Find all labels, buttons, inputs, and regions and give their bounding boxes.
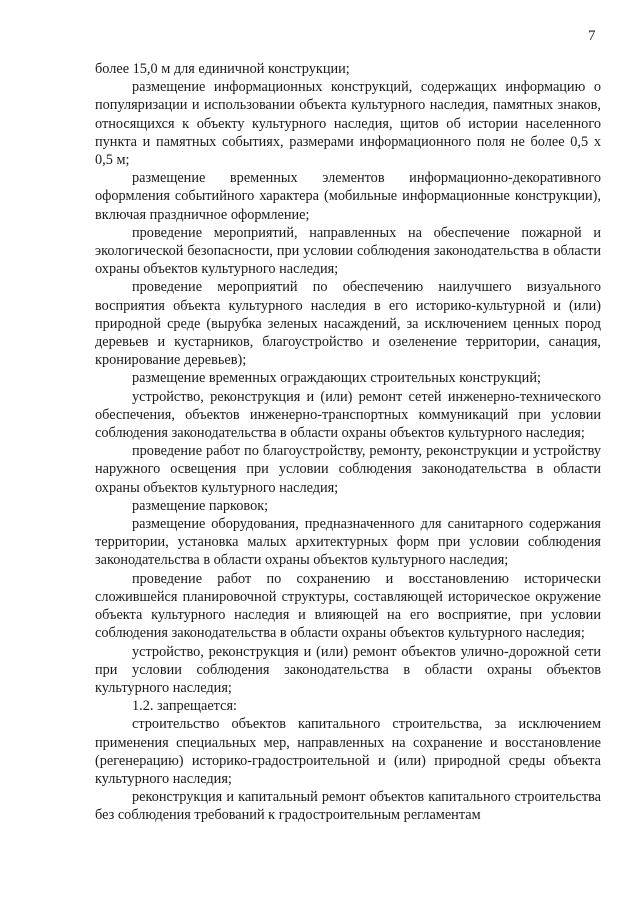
paragraph: реконструкция и капитальный ремонт объектов капитального строительства без соблюдения требований к градостроительным регламентам bbox=[95, 789, 601, 824]
paragraph: размещение временных ограждающих строительных конструкций; bbox=[132, 370, 541, 387]
paragraph: проведение работ по благоустройству, ремонту, реконструкции и устройству наружного освещения при условии соблюдения законодательства в области охраны объектов культурного наследия; bbox=[95, 443, 601, 496]
document-body bbox=[95, 60, 601, 825]
paragraph: проведение мероприятий, направленных на обеспечение пожарной и экологической безопасности, при условии соблюдения законодательства в области охраны объектов культурного наследия; bbox=[95, 224, 601, 278]
paragraph: размещение оборудования, предназначенного для санитарного содержания территории, установка малых архитектурных форм при условии соблюдения законодательства в области охраны объектов культурного наследия; bbox=[95, 516, 601, 569]
paragraph: проведение мероприятий по обеспечению наилучшего визуального восприятия объекта культурного наследия в его историко-культурной и (или) природной среде (вырубка зеленых насаждений, за исключением ценных пород деревьев и кустарников, благоустройство и озеленение территории, санация, кронирование деревьев); bbox=[95, 279, 601, 369]
paragraph: размещение информационных конструкций, содержащих информацию о популяризации и использовании объекта культурного наследия, памятных знаков, относящихся к объекту культурного наследия, щитов об истории населенного пункта и памятных событиях, размерами информационного поля не более 0,5 х 0,5 м; bbox=[95, 79, 601, 169]
paragraph: размещение парковок; bbox=[132, 497, 269, 514]
paragraph: проведение работ по сохранению и восстановлению исторически сложившейся планировочной структуры, составляющей историческое окружение объекта культурного наследия и влияющей на его восприятие, при условии соблюдения законодательства в области охраны объектов культурного наследия; bbox=[95, 570, 601, 642]
paragraph: 1.2. запрещается: bbox=[132, 698, 237, 715]
paragraph: более 15,0 м для единичной конструкции; bbox=[95, 61, 350, 77]
paragraph: устройство, реконструкция и (или) ремонт сетей инженерно-технического обеспечения, объектов инженерно-транспортных коммуникаций при условии соблюдения законодательства в области охраны объектов культурного наследия; bbox=[95, 388, 601, 442]
paragraph: устройство, реконструкция и (или) ремонт объектов улично-дорожной сети при условии соблюдения законодательства в области охраны объектов культурного наследия; bbox=[95, 643, 601, 696]
paragraph: строительство объектов капитального строительства, за исключением применения специальных мер, направленных на сохранение и восстановление (регенерацию) историко-градостроительной и (или) природной среды объекта культурного наследия; bbox=[95, 716, 601, 787]
paragraph: размещение временных элементов информационно-декоративного оформления событийного характера (мобильные информационные конструкции), включая праздничное оформление; bbox=[95, 170, 601, 223]
page-number: 7 bbox=[588, 28, 596, 44]
